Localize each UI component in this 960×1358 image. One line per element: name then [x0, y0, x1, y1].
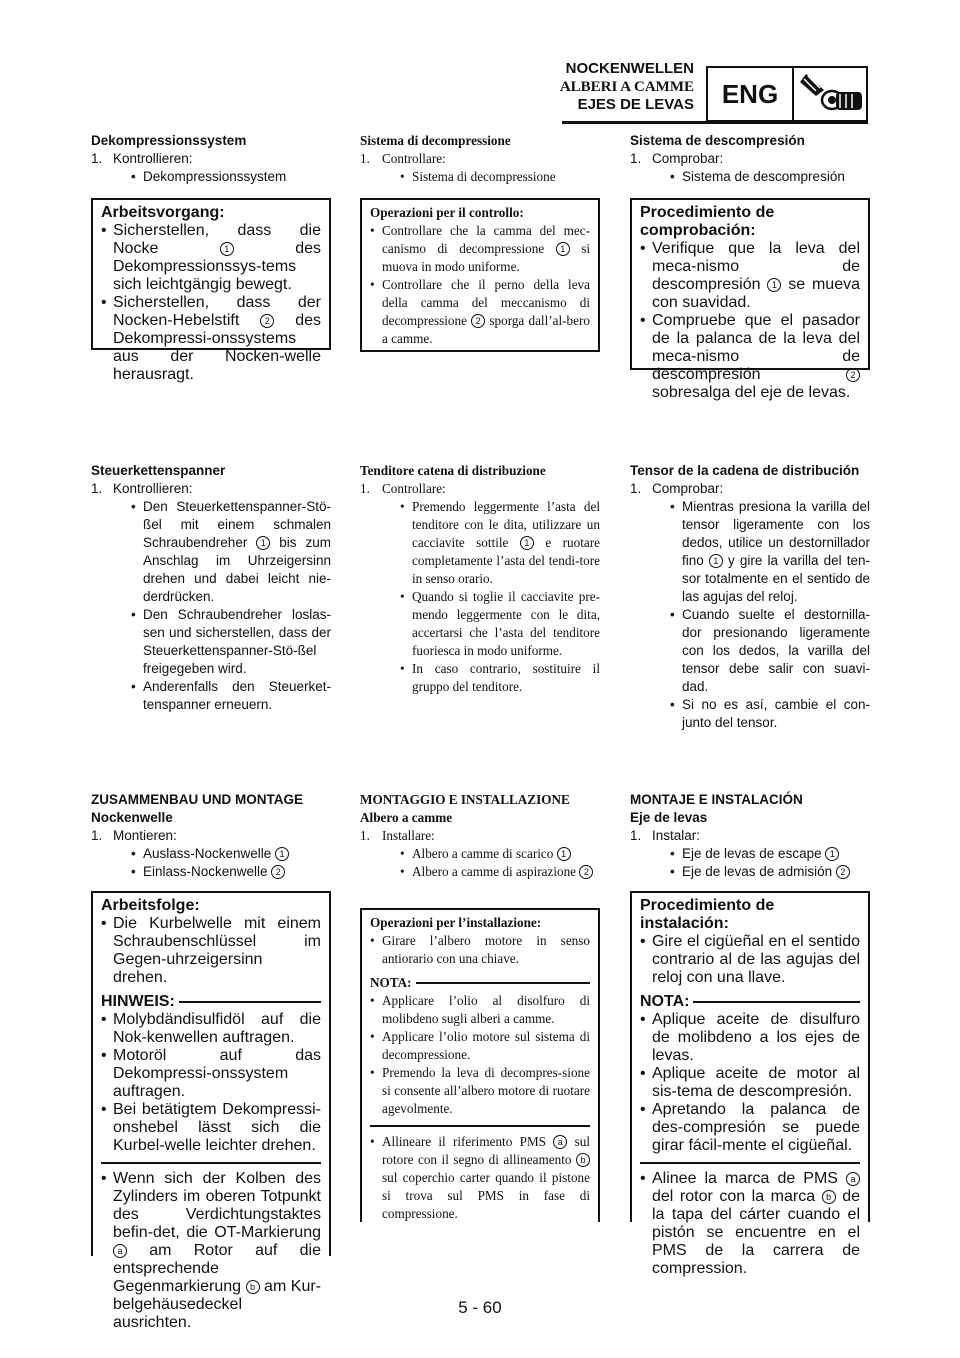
es-decomp-section: [630, 132, 870, 186]
de-tensioner-item-1b: bis zum Anschlag im Uhrzeigersinn drehen und dabei leicht nie-derdrücken.: [143, 535, 331, 604]
it-assembly-subtitle: Albero a camme: [360, 810, 453, 825]
es-tensioner-item-1: Mientras presiona la varilla del tensor ligeramente con los dedos, utilice un destornillador fino: [682, 499, 870, 568]
de-tensioner-title: Steuerkettenspanner: [91, 463, 226, 478]
bullet: •: [101, 294, 107, 311]
bullet: •: [370, 1134, 375, 1149]
es-note-item-1: Aplique aceite de disulfuro de molibdeno a los ejes de levas.: [652, 1011, 860, 1064]
bullet: •: [640, 1065, 646, 1082]
es-decomp-step: Comprobar:: [652, 151, 724, 166]
es-note-item-3: Apretando la palanca de des-compresión se puede girar fácil-mente el cigüeñal.: [652, 1101, 860, 1154]
bullet: •: [131, 846, 136, 861]
it-assembly-section: [360, 791, 600, 881]
es-assembly-box: [630, 891, 870, 1277]
es-tensioner-item-1b: y gire la varilla del ten-sor totalmente en el sentido de las agujas del reloj.: [682, 553, 870, 604]
bullet: •: [101, 1011, 107, 1028]
bullet: •: [670, 499, 675, 514]
it-decomp-section: [360, 132, 600, 186]
bullet: •: [400, 499, 405, 514]
callout-1: 1: [275, 847, 289, 861]
bullet: •: [370, 1065, 375, 1080]
callout-1: 1: [256, 536, 270, 550]
callout-1: 1: [825, 847, 839, 861]
it-decomp-box-item-1: Controllare che la camma del mec-canismo di decompressione: [382, 223, 590, 256]
it-tensioner-item-1b: e ruotare completamente l’asta del tendi-tore in senso orario.: [412, 535, 600, 586]
it-assembly-box-title: Operazioni per l’installazione:: [370, 915, 542, 930]
callout-2: 2: [271, 865, 285, 879]
bullet: •: [670, 697, 675, 712]
bullet: •: [370, 277, 375, 292]
de-tensioner-section: [91, 462, 331, 714]
es-tensioner-item-3: Si no es así, cambie el con-junto del tensor.: [682, 697, 870, 730]
header-title-it: ALBERI A CAMME: [559, 79, 694, 95]
de-align-text-b: am Rotor auf die entsprechende Gegenmarkierung: [113, 1242, 321, 1295]
callout-1: 1: [520, 536, 534, 550]
bullet: •: [370, 993, 375, 1008]
callout-2: 2: [836, 865, 850, 879]
de-note-item-1: Molybdändisulfidöl auf die Nok-kenwellen auftragen.: [113, 1011, 321, 1046]
it-tensioner-step: Controllare:: [382, 481, 446, 496]
de-assembly-step: Montieren:: [113, 828, 177, 843]
bullet: •: [101, 1170, 107, 1187]
header-title-es: EJES DE LEVAS: [577, 96, 694, 113]
es-decomp-title: Sistema de descompresión: [630, 133, 805, 148]
bullet: •: [131, 864, 136, 879]
bullet: •: [400, 589, 405, 604]
de-note-label: HINWEIS:: [101, 993, 175, 1010]
bullet: •: [670, 607, 675, 622]
it-decomp-box-item-1b: si muova in modo uniforme.: [382, 241, 591, 274]
de-tensioner-item-3: Anderenfalls den Steuerket-tenspanner erneuern.: [143, 679, 331, 712]
it-decomp-step: Controllare:: [382, 151, 446, 166]
it-decomp-title: Sistema di decompressione: [360, 133, 511, 148]
callout-a: a: [553, 1135, 567, 1149]
bullet: •: [101, 222, 107, 239]
it-note-item-1: Applicare l’olio al disolfuro di molibdeno sugli alberi a camme.: [382, 993, 590, 1026]
es-assembly-box-item-1: Gire el cigüeñal en el sentido contrario al de las agujas del reloj con una llave.: [652, 933, 860, 986]
bullet: •: [640, 312, 646, 329]
it-align-text-c: sul coperchio carter quando il pistone si trova sul PMS in fase di compressione.: [382, 1170, 590, 1221]
es-decomp-box-title: Procedimiento de comprobación:: [640, 204, 775, 239]
it-tensioner-section: [360, 462, 600, 696]
de-decomp-section: [91, 132, 331, 186]
page-number: 5 - 60: [458, 1298, 502, 1317]
es-note-item-2: Aplique aceite de motor al sis-tema de descompresión.: [652, 1065, 860, 1100]
bullet: •: [101, 1101, 107, 1118]
divider: [101, 1162, 321, 1164]
engine-icon: [794, 70, 866, 120]
es-align-text-c: de la tapa del cárter cuando el pistón se encuentre en el PMS de la carrera de compression.: [652, 1188, 860, 1277]
callout-2: 2: [471, 314, 485, 328]
it-tensioner-item-1: Premendo leggermente l’asta del tenditore con le dita, utilizzare un cacciavite sottile: [412, 499, 600, 550]
es-assembly-box-title: Procedimiento de instalación:: [640, 897, 775, 932]
bullet: •: [400, 864, 405, 879]
bullet: •: [670, 864, 675, 879]
es-note-label: NOTA:: [640, 993, 690, 1010]
es-assembly-item-1: Eje de levas de escape: [682, 846, 826, 861]
it-tensioner-item-3: In caso contrario, sostituire il gruppo del tenditore.: [412, 661, 600, 694]
de-align-text: Wenn sich der Kolben des Zylinders im oberen Totpunkt des Verdichtungstaktes befin-det, die OT-Markierung: [113, 1170, 321, 1241]
it-assembly-box: [360, 908, 600, 1222]
it-tensioner-item-2: Quando si toglie il cacciavite pre-mendo leggermente con le dita, accertarsi che l’asta del tenditore fuoriesca in modo uniforme.: [412, 589, 600, 658]
de-assembly-box: [91, 891, 331, 1331]
es-decomp-box-item-2: Compruebe que el pasador de la palanca de la leva del meca-nismo de descompresión: [652, 312, 860, 383]
es-assembly-item-2: Eje de levas de admisión: [682, 864, 836, 879]
step-number: 1.: [360, 828, 370, 843]
de-assembly-box-item-1: Die Kurbelwelle mit einem Schraubenschlüssel im Gegen-uhrzeigersinn drehen.: [113, 915, 321, 986]
bullet: •: [400, 846, 405, 861]
de-assembly-item-1: Auslass-Nockenwelle: [143, 846, 276, 861]
bullet: •: [370, 1029, 375, 1044]
it-note-label: NOTA:: [370, 975, 412, 990]
step-number: 1.: [630, 151, 642, 166]
es-tensioner-section: [630, 462, 870, 732]
es-tensioner-step: Comprobar:: [652, 481, 724, 496]
de-decomp-box-item-2: Sicherstellen, dass der Nocken-Hebelstift: [113, 294, 321, 329]
callout-a: a: [846, 1172, 860, 1186]
de-note-item-3: Bei betätigtem Dekompressi-onshebel lässt sich die Kurbel-welle leichter drehen.: [113, 1101, 321, 1154]
callout-1: 1: [220, 242, 234, 256]
es-tensioner-item-2: Cuando suelte el destornilla-dor presionando ligeramente con los dedos, la varilla del tensor debe salir con suavi-dad.: [682, 607, 870, 694]
de-decomp-box-item-2b: des Dekompressi-onssystems aus der Nocken-welle herausragt.: [113, 312, 321, 383]
it-assembly-item-2: Albero a camme di aspirazione: [412, 864, 580, 879]
de-assembly-section: [91, 791, 331, 881]
es-assembly-step: Instalar:: [652, 828, 701, 843]
callout-2: 2: [846, 368, 860, 382]
es-assembly-section: [630, 791, 870, 881]
es-decomp-item: Sistema de descompresión: [682, 169, 845, 184]
es-align-text: Alinee la marca de PMS: [652, 1170, 846, 1187]
bullet: •: [640, 1170, 646, 1187]
it-note-item-2: Applicare l’olio motore sul sistema di decompressione.: [382, 1029, 590, 1062]
de-assembly-box-title: Arbeitsfolge:: [101, 897, 200, 914]
it-assembly-box-item-1: Girare l’albero motore in senso antiorario con una chiave.: [382, 933, 590, 966]
it-decomp-box-item-2b: sporga dall’al-bero a camme.: [382, 313, 590, 346]
callout-b: b: [576, 1153, 590, 1167]
bullet: •: [640, 240, 646, 257]
it-align-text: Allineare il riferimento PMS: [382, 1134, 554, 1149]
it-decomp-box-title: Operazioni per il controllo:: [370, 205, 524, 220]
it-align-text-b: sul rotore con il segno di allineamento: [382, 1134, 591, 1167]
es-decomp-box-item-2b: sobresalga del eje de levas.: [652, 384, 851, 401]
it-decomp-item: Sistema di decompressione: [412, 169, 556, 184]
it-note-item-3: Premendo la leva di decompres-sione si consente all’albero motore di ruotare agevolmente.: [382, 1065, 590, 1116]
callout-1: 1: [709, 554, 723, 568]
de-decomp-box-item-1: Sicherstellen, dass die Nocke: [113, 222, 321, 257]
callout-1: 1: [767, 278, 781, 292]
it-tensioner-title: Tenditore catena di distribuzione: [360, 463, 546, 478]
bullet: •: [640, 1101, 646, 1118]
de-decomp-box-title: Arbeitsvorgang:: [101, 204, 225, 221]
de-assembly-item-2: Einlass-Nockenwelle: [143, 864, 272, 879]
bullet: •: [131, 169, 136, 184]
eng-label: ENG: [708, 68, 794, 120]
bullet: •: [131, 499, 136, 514]
bullet: •: [640, 933, 646, 950]
es-assembly-subtitle: Eje de levas: [630, 810, 708, 825]
es-decomp-box-item-1: Verifique que la leva del meca-nismo de descompresión: [652, 240, 860, 293]
divider: [640, 1162, 860, 1164]
de-decomp-item: Dekompressionssystem: [143, 169, 287, 184]
step-number: 1.: [630, 828, 642, 843]
step-number: 1.: [91, 151, 103, 166]
it-assembly-step: Installare:: [382, 828, 435, 843]
es-assembly-title: MONTAJE E INSTALACIÓN: [630, 792, 803, 807]
bullet: •: [131, 607, 136, 622]
bullet: •: [670, 169, 675, 184]
step-number: 1.: [360, 481, 370, 496]
section-badge: [706, 66, 868, 122]
de-decomp-step: Kontrollieren:: [113, 151, 193, 166]
it-assembly-title: MONTAGGIO E INSTALLAZIONE: [360, 792, 570, 807]
de-note-item-2: Motoröl auf das Dekompressi-onssystem auftragen.: [113, 1047, 321, 1100]
de-tensioner-item-1: Den Steuerkettenspanner-Stö-ßel mit einem schmalen Schraubendreher: [143, 499, 331, 550]
bullet: •: [131, 679, 136, 694]
callout-2: 2: [579, 865, 593, 879]
bullet: •: [101, 915, 107, 932]
de-assembly-subtitle: Nockenwelle: [91, 810, 173, 825]
bullet: •: [670, 846, 675, 861]
de-decomp-title: Dekompressionssystem: [91, 133, 247, 148]
callout-1: 1: [556, 242, 570, 256]
it-decomp-box: [360, 198, 600, 352]
bullet: •: [400, 661, 405, 676]
callout-b: b: [246, 1280, 260, 1294]
de-align-text-c: am Kur-belgehäusedeckel ausrichten.: [113, 1278, 321, 1331]
bullet: •: [101, 1047, 107, 1064]
step-number: 1.: [91, 828, 103, 843]
es-tensioner-title: Tensor de la cadena de distribución: [630, 463, 860, 478]
callout-1: 1: [557, 847, 571, 861]
bullet: •: [370, 223, 375, 238]
de-assembly-title: ZUSAMMENBAU UND MONTAGE: [91, 792, 303, 807]
de-tensioner-step: Kontrollieren:: [113, 481, 193, 496]
callout-a: a: [113, 1244, 127, 1258]
callout-2: 2: [260, 314, 274, 328]
es-decomp-box: [630, 198, 870, 401]
callout-b: b: [822, 1190, 836, 1204]
es-align-text-b: del rotor con la marca: [652, 1188, 822, 1205]
step-number: 1.: [91, 481, 103, 496]
divider: [370, 1125, 590, 1127]
de-tensioner-item-2: Den Schraubendreher loslas-sen und sicherstellen, dass der Steuerkettenspanner-Stö-ßel freigegeben wird.: [143, 607, 331, 676]
step-number: 1.: [630, 481, 642, 496]
bullet: •: [370, 933, 375, 948]
it-assembly-item-1: Albero a camme di scarico: [412, 846, 557, 861]
es-decomp-box-item-1b: se mueva con suavidad.: [652, 276, 860, 311]
de-decomp-box: [91, 198, 331, 383]
header-title-de: NOCKENWELLEN: [565, 60, 694, 77]
it-decomp-box-item-2: Controllare che il perno della leva della camma del meccanismo di decompressione: [382, 277, 590, 328]
bullet: •: [400, 169, 405, 184]
bullet: •: [640, 1011, 646, 1028]
step-number: 1.: [360, 151, 370, 166]
de-decomp-box-item-1b: des Dekompressionssys-tems sich leichtgängig bewegt.: [113, 240, 321, 293]
